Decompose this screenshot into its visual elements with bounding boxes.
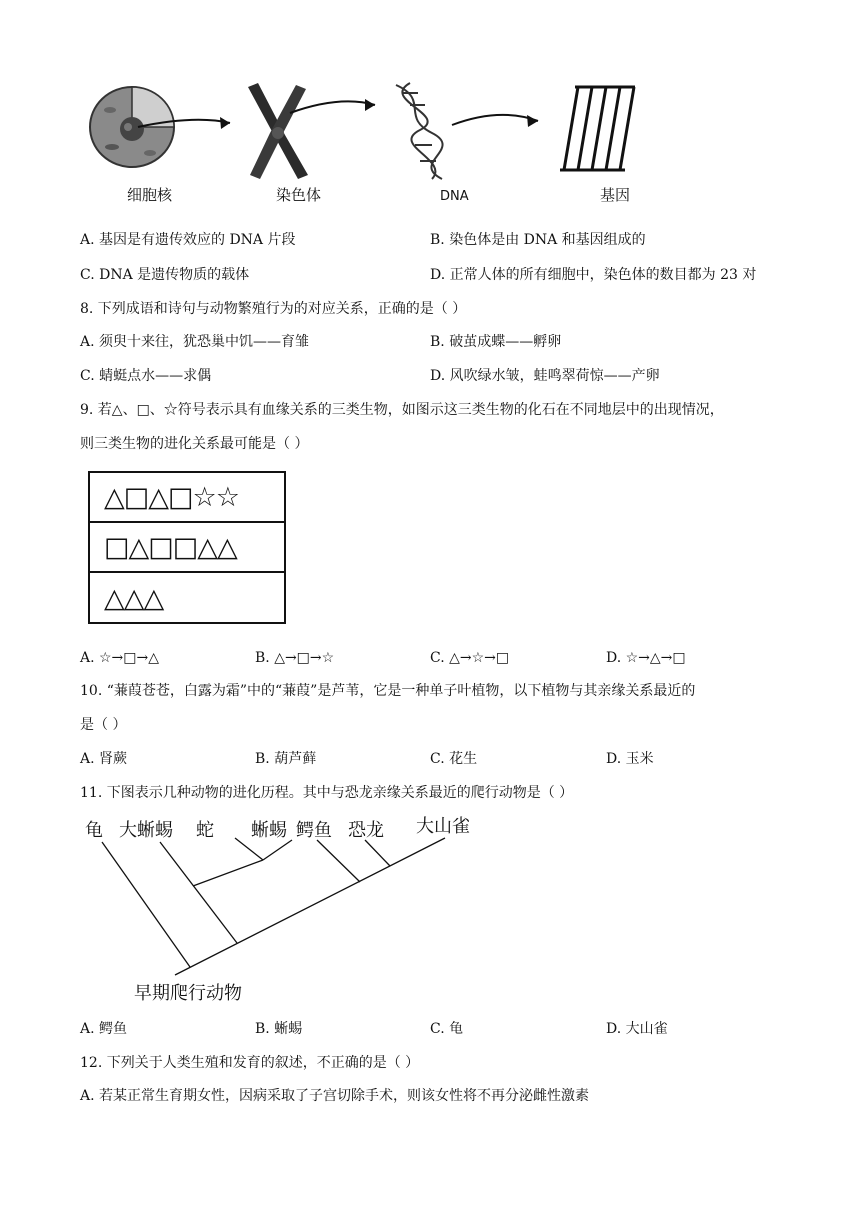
evolution-tree bbox=[80, 830, 480, 980]
cell-structure-figure bbox=[80, 75, 660, 185]
q8-stem: 8. 下列成语和诗句与动物繁殖行为的对应关系，正确的是（ ） bbox=[80, 301, 467, 317]
q9-stem-line1: 9. 若△、□、☆符号表示具有血缘关系的三类生物，如图示这三类生物的化石在不同地层中的出现情况， bbox=[80, 402, 724, 418]
q10-stem-line2: 是（ ） bbox=[80, 717, 127, 733]
q10-stem-line1: 10. “蒹葭苍苍，白露为霜”中的“蒹葭”是芦苇，它是一种单子叶植物，以下植物与其亲缘关系最近的 bbox=[80, 683, 696, 699]
q8-option-d[interactable]: D. 风吹绿水皱，蛙鸣翠荷惊——产卵 bbox=[430, 368, 660, 384]
q9-option-a[interactable]: A. ☆→□→△ bbox=[80, 650, 160, 666]
q11-option-d[interactable]: D. 大山雀 bbox=[606, 1021, 668, 1037]
tree-root-label: 早期爬行动物 bbox=[134, 983, 242, 1004]
figure-label-chromosome: 染色体 bbox=[276, 186, 322, 204]
tree-label-large-lizard: 大蜥蜴 bbox=[119, 820, 173, 841]
q12-stem: 12. 下列关于人类生殖和发育的叙述，不正确的是（ ） bbox=[80, 1055, 420, 1071]
dna-helix-image bbox=[396, 83, 443, 179]
q7-option-b[interactable]: B. 染色体是由 DNA 和基因组成的 bbox=[430, 232, 646, 248]
stratum-row-bottom: △△△ bbox=[104, 582, 164, 614]
q8-option-c[interactable]: C. 蜻蜓点水——求偶 bbox=[80, 368, 212, 384]
stratum-row-top: △□△□☆☆ bbox=[90, 473, 284, 523]
figure-label-dna: DNA bbox=[440, 189, 469, 204]
gene-ladder-image bbox=[560, 87, 635, 170]
q10-option-c[interactable]: C. 花生 bbox=[430, 751, 478, 767]
tree-label-turtle: 龟 bbox=[85, 820, 103, 841]
tree-label-dinosaur: 恐龙 bbox=[348, 820, 384, 841]
arrow-2 bbox=[290, 101, 375, 113]
q8-option-a[interactable]: A. 须臾十来往，犹恐巢中饥——育雏 bbox=[80, 334, 310, 350]
figure-label-nucleus: 细胞核 bbox=[127, 186, 173, 204]
q12-option-a[interactable]: A. 若某正常生育期女性，因病采取了子宫切除手术，则该女性将不再分泌雌性激素 bbox=[80, 1088, 590, 1104]
q9-option-d[interactable]: D. ☆→△→□ bbox=[606, 650, 686, 666]
fossil-strata-table bbox=[88, 471, 286, 624]
tree-label-great-tit: 大山雀 bbox=[416, 816, 470, 837]
q10-option-b[interactable]: B. 葫芦藓 bbox=[255, 751, 317, 767]
tree-label-snake: 蛇 bbox=[196, 820, 214, 841]
q11-option-b[interactable]: B. 蜥蜴 bbox=[255, 1021, 303, 1037]
tree-label-crocodile: 鳄鱼 bbox=[296, 820, 332, 841]
q8-option-b[interactable]: B. 破茧成蝶——孵卵 bbox=[430, 334, 562, 350]
q9-stem-line2: 则三类生物的进化关系最可能是（ ） bbox=[80, 436, 309, 452]
chromosome-image bbox=[248, 83, 308, 179]
q7-option-d[interactable]: D. 正常人体的所有细胞中，染色体的数目都为 23 对 bbox=[430, 267, 757, 283]
q11-option-a[interactable]: A. 鳄鱼 bbox=[80, 1021, 128, 1037]
q9-option-c[interactable]: C. △→☆→□ bbox=[430, 650, 510, 666]
stratum-row-middle: □△□□△△ bbox=[90, 523, 284, 573]
q11-stem: 11. 下图表示几种动物的进化历程。其中与恐龙亲缘关系最近的爬行动物是（ ） bbox=[80, 785, 574, 801]
figure-label-gene: 基因 bbox=[600, 186, 631, 204]
q7-option-a[interactable]: A. 基因是有遗传效应的 DNA 片段 bbox=[80, 232, 296, 248]
cell-nucleus-image bbox=[90, 87, 174, 167]
tree-label-lizard: 蜥蜴 bbox=[251, 820, 287, 841]
arrow-3 bbox=[452, 115, 538, 125]
q11-option-c[interactable]: C. 龟 bbox=[430, 1021, 464, 1037]
q10-option-d[interactable]: D. 玉米 bbox=[606, 751, 654, 767]
q10-option-a[interactable]: A. 肾蕨 bbox=[80, 751, 128, 767]
q7-option-c[interactable]: C. DNA 是遗传物质的载体 bbox=[80, 267, 250, 283]
q9-option-b[interactable]: B. △→□→☆ bbox=[255, 650, 335, 666]
